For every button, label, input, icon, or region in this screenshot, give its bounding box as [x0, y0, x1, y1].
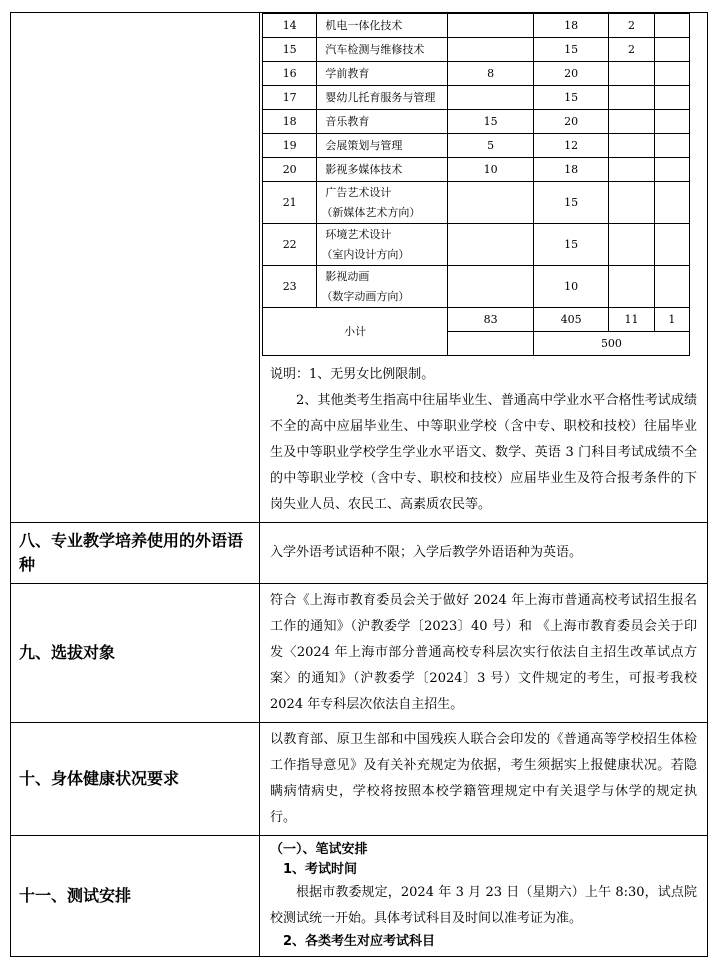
major-name-cell: [317, 110, 448, 134]
major-name-line: 会展策划与管理: [325, 138, 403, 152]
quota-cell-a: 5: [448, 134, 534, 158]
subtotal-cell-d: 1: [654, 308, 689, 332]
quota-cell-a: [448, 14, 534, 38]
major-name-line: 音乐教育: [325, 114, 370, 128]
major-name-line: 环境艺术设计: [325, 227, 392, 241]
quota-cell-c: [609, 62, 654, 86]
total-empty-cell: [448, 332, 534, 356]
major-name-cell: [317, 86, 448, 110]
row-number-cell: 17: [263, 86, 317, 110]
table-row: [263, 38, 690, 62]
majors-quota-table: [262, 13, 690, 356]
major-name-line: 影视多媒体技术: [325, 162, 403, 176]
quota-cell-b: 10: [533, 266, 609, 308]
total-cell: 500: [533, 332, 689, 356]
major-name-cell: [317, 182, 448, 224]
quota-cell-a: [448, 182, 534, 224]
quota-cell-c: 2: [609, 14, 654, 38]
major-name-line: 广告艺术设计: [325, 185, 392, 199]
quota-cell-b: 15: [533, 182, 609, 224]
section-10-label: 十、身体健康状况要求: [11, 723, 260, 836]
quota-cell-b: 15: [533, 86, 609, 110]
major-name-cell: [317, 14, 448, 38]
quota-cell-d: [654, 224, 689, 266]
quota-cell-d: [654, 266, 689, 308]
quota-cell-a: 10: [448, 158, 534, 182]
exam-time-heading: 1、考试时间: [283, 862, 358, 877]
quota-cell-c: [609, 86, 654, 110]
quota-cell-c: [609, 158, 654, 182]
table-row: [263, 266, 690, 308]
quota-cell-d: [654, 110, 689, 134]
major-name-line: 机电一体化技术: [325, 18, 403, 32]
table-row: [263, 158, 690, 182]
major-name-cell: [317, 62, 448, 86]
quota-cell-c: [609, 182, 654, 224]
section-11-content: [260, 836, 708, 957]
subtotal-label: 小计: [263, 308, 448, 356]
exam-subjects-heading: 2、各类考生对应考试科目: [283, 934, 436, 949]
note-1: 说明：1、无男女比例限制。: [270, 367, 435, 382]
quota-cell-a: 15: [448, 110, 534, 134]
quota-cell-b: 18: [533, 158, 609, 182]
quota-cell-b: 15: [533, 224, 609, 266]
major-name-cell: [317, 134, 448, 158]
quota-cell-d: [654, 62, 689, 86]
written-exam-heading: （一）、笔试安排: [270, 842, 368, 857]
major-name-cell: [317, 266, 448, 308]
table-row: [263, 86, 690, 110]
quota-cell-d: [654, 158, 689, 182]
major-name-line: 影视动画: [325, 269, 370, 283]
section-10-text: 以教育部、原卫生部和中国残疾人联合会印发的《普通高等学校招生体检工作指导意见》及有关补充规定为依据，考生须据实上报健康状况。若隐瞒病情病史，学校将按照本校学籍管理规定中有关退学与休学的规定执行。: [260, 723, 708, 836]
quota-cell-a: [448, 224, 534, 266]
major-name-line: 婴幼儿托育服务与管理: [325, 90, 436, 104]
table-row: [263, 110, 690, 134]
row-number-cell: 22: [263, 224, 317, 266]
quota-cell-c: [609, 224, 654, 266]
quota-cell-d: [654, 38, 689, 62]
major-name-cell: [317, 38, 448, 62]
section-8-text: 入学外语考试语种不限；入学后教学外语语种为英语。: [260, 523, 708, 584]
quota-cell-b: 12: [533, 134, 609, 158]
majors-cell: [260, 13, 708, 523]
row-number-cell: 18: [263, 110, 317, 134]
quota-cell-b: 20: [533, 62, 609, 86]
row-number-cell: 16: [263, 62, 317, 86]
section-11-label: 十一、测试安排: [11, 836, 260, 957]
exam-time-text: 根据市教委规定，2024 年 3 月 23 日（星期六）上午 8:30，试点院校测试统一开始。具体考试科目及时间以准考证为准。: [270, 885, 697, 926]
subtotal-cell-a: 83: [448, 308, 534, 332]
quota-cell-c: [609, 134, 654, 158]
quota-cell-d: [654, 134, 689, 158]
table-row: [263, 182, 690, 224]
quota-cell-c: 2: [609, 38, 654, 62]
major-name-line: （室内设计方向）: [321, 247, 410, 261]
quota-cell-b: 20: [533, 110, 609, 134]
quota-cell-a: 8: [448, 62, 534, 86]
table-row: [263, 62, 690, 86]
row-number-cell: 15: [263, 38, 317, 62]
row-number-cell: 20: [263, 158, 317, 182]
notes: [260, 356, 707, 522]
row-number-cell: 14: [263, 14, 317, 38]
table-row: [263, 224, 690, 266]
section-9-text: 符合《上海市教育委员会关于做好 2024 年上海市普通高校考试招生报名工作的通知》（沪教委学〔2023〕40 号）和 《上海市教育委员会关于印发〈2024 年上海市部分普通高校专科层次实行依法自主招生改革试点方案〉的通知》（沪教委学〔2024〕3 号）文件规定的考生，可报考我校 2024 年专科层次依法自主招生。: [260, 584, 708, 723]
major-name-line: 汽车检测与维修技术: [325, 42, 425, 56]
subtotal-row: [263, 308, 690, 332]
table-row: [263, 14, 690, 38]
major-name-cell: [317, 224, 448, 266]
section-9-label: 九、选拔对象: [11, 584, 260, 723]
major-name-line: 学前教育: [325, 66, 370, 80]
quota-cell-b: 15: [533, 38, 609, 62]
row-number-cell: 19: [263, 134, 317, 158]
quota-cell-c: [609, 266, 654, 308]
row-number-cell: 23: [263, 266, 317, 308]
subtotal-cell-b: 405: [533, 308, 609, 332]
quota-cell-a: [448, 38, 534, 62]
quota-cell-d: [654, 182, 689, 224]
note-2: 2、其他类考生指高中往届毕业生、普通高中学业水平合格性考试成绩不全的高中应届毕业生、中等职业学校（含中专、职校和技校）往届毕业生及中等职业学校学生学业水平语文、数学、英语 3 门科目考试成绩不全的中等职业学校（含中专、职校和技校）应届毕业生及符合报考条件的下岗失业人员、农民工、高素质农民等。: [270, 393, 697, 512]
major-name-line: （新媒体艺术方向）: [321, 205, 421, 219]
empty-label-cell: [11, 13, 260, 523]
section-8-label: 八、专业教学培养使用的外语语种: [11, 523, 260, 584]
major-name-line: （数字动画方向）: [321, 289, 410, 303]
subtotal-cell-c: 11: [609, 308, 654, 332]
quota-cell-a: [448, 266, 534, 308]
table-row: [263, 134, 690, 158]
quota-cell-b: 18: [533, 14, 609, 38]
quota-cell-d: [654, 14, 689, 38]
quota-cell-d: [654, 86, 689, 110]
quota-cell-c: [609, 110, 654, 134]
admission-document-table: [10, 12, 708, 957]
quota-cell-a: [448, 86, 534, 110]
major-name-cell: [317, 158, 448, 182]
row-number-cell: 21: [263, 182, 317, 224]
